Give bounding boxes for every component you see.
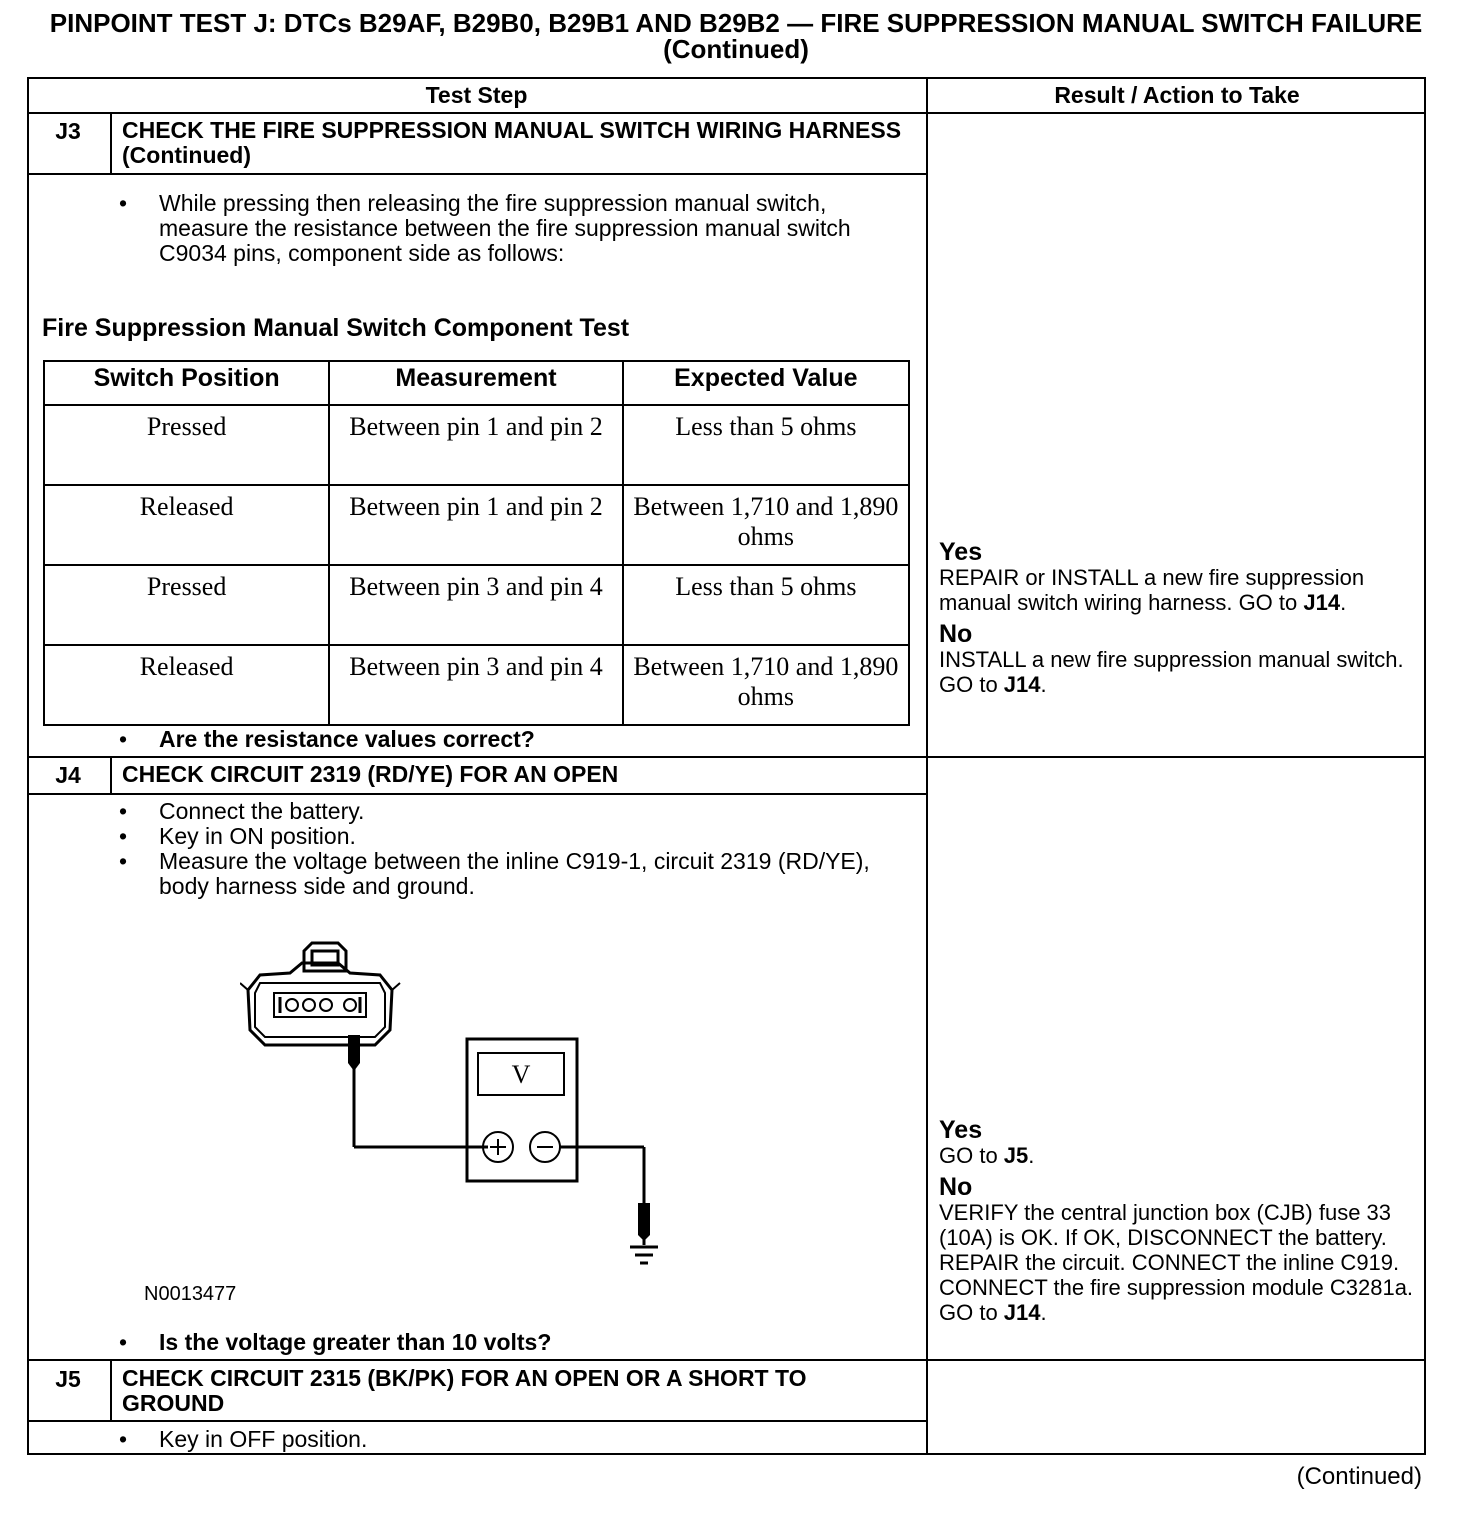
result-no-ref: J14 [1003,672,1041,697]
meter-label: V [511,1060,531,1089]
table-cell: Between 1,710 and 1,890 ohms [623,485,909,565]
table-cell: Between pin 1 and pin 2 [329,485,622,565]
step-title: CHECK THE FIRE SUPPRESSION MANUAL SWITCH WIRING HARNESS (Continued) [122,117,902,168]
bullet-icon: • [119,823,128,849]
header-test-step: Test Step [425,82,528,108]
result-yes-text: REPAIR or INSTALL a new fire suppression manual switch wiring harness. GO to [939,565,1365,615]
result-no-label: No [939,1173,973,1201]
step-instruction: Connect the battery. [159,798,365,824]
table-row [44,485,909,565]
step-instruction: Key in OFF position. [159,1426,368,1452]
result-block: Yes GO to J5. No VERIFY the central junction box (CJB) fuse 33 (10A) is OK. If OK, DISCONNECT the battery. REPAIR the circuit. CONNECT the inline C919. CONNECT the fire suppression module C3281a. GO to J14. [939,1117,1419,1325]
voltmeter-diagram [240,935,680,1275]
result-yes-label: Yes [939,1116,983,1144]
step-title-divider [27,1420,927,1422]
step-question: Is the voltage greater than 10 volts? [159,1329,552,1355]
result-no-text: VERIFY the central junction box (CJB) fuse 33 (10A) is OK. If OK, DISCONNECT the battery. REPAIR the circuit. CONNECT the inline C919. CONNECT the fire suppression module C3281a. GO to [939,1200,1414,1325]
bullet-icon: • [119,798,128,824]
step-instruction: While pressing then releasing the fire suppression manual switch, measure the resistance between the fire suppression manual switch C9034 pins, component side as follows: [159,190,851,266]
page-title: PINPOINT TEST J: DTCs B29AF, B29B0, B29B1 AND B29B2 — FIRE SUPPRESSION MANUAL SWITCH FAILURE (Continued) [49,8,1423,64]
table-cell: Released [44,485,329,565]
step-title: CHECK CIRCUIT 2315 (BK/PK) FOR AN OPEN OR A SHORT TO GROUND [122,1365,807,1416]
result-yes-label: Yes [939,538,983,566]
result-yes-text: GO to [939,1143,1004,1168]
table-cell: Pressed [44,565,329,645]
step-divider [27,1359,1426,1361]
column-header: Expected Value [623,361,909,405]
continued-note: (Continued) [1296,1463,1422,1490]
column-header: Measurement [329,361,622,405]
figure-id: N0013477 [144,1283,237,1305]
column-divider [926,77,928,1455]
bullet-icon: • [119,726,128,752]
step-id-divider [110,112,112,174]
table-cell: Between pin 3 and pin 4 [329,565,622,645]
table-row [44,565,909,645]
table-row [44,645,909,725]
table-cell: Between 1,710 and 1,890 ohms [623,645,909,725]
result-no-text: INSTALL a new fire suppression manual switch. GO to [939,647,1404,697]
table-cell: Released [44,645,329,725]
result-yes-ref: J14 [1303,590,1341,615]
bullet-icon: • [119,848,128,874]
step-divider [27,756,1426,758]
table-cell: Pressed [44,405,329,485]
header-result: Result / Action to Take [1054,82,1300,108]
result-block: Yes REPAIR or INSTALL a new fire suppression manual switch wiring harness. GO to J14. No INSTALL a new fire suppression manual switch. GO to J14. [939,539,1419,697]
table-row [44,405,909,485]
step-title-divider [27,793,927,795]
table-cell: Less than 5 ohms [623,565,909,645]
bullet-icon: • [119,1329,128,1355]
result-no-ref: J14 [1003,1300,1041,1325]
step-question: Are the resistance values correct? [159,726,535,752]
column-header: Switch Position [44,361,329,405]
result-yes-ref: J5 [1003,1143,1029,1168]
step-title: CHECK CIRCUIT 2319 (RD/YE) FOR AN OPEN [122,761,619,787]
result-no-label: No [939,620,973,648]
table-header-row [44,361,909,405]
table-cell: Between pin 3 and pin 4 [329,645,622,725]
header-divider [27,112,1426,114]
component-test-table [43,360,910,726]
step-id: J3 [55,118,81,144]
step-id-divider [110,756,112,794]
component-test-title: Fire Suppression Manual Switch Component Test [42,314,630,342]
table-cell: Between pin 1 and pin 2 [329,405,622,485]
step-title-divider [27,173,927,175]
step-id: J5 [55,1366,81,1392]
step-id: J4 [55,762,81,788]
table-cell: Less than 5 ohms [623,405,909,485]
bullet-icon: • [119,190,128,216]
step-instruction: Key in ON position. [159,823,356,849]
step-instruction: Measure the voltage between the inline C919-1, circuit 2319 (RD/YE), body harness side and ground. [159,848,870,899]
bullet-icon: • [119,1426,128,1452]
step-id-divider [110,1359,112,1421]
